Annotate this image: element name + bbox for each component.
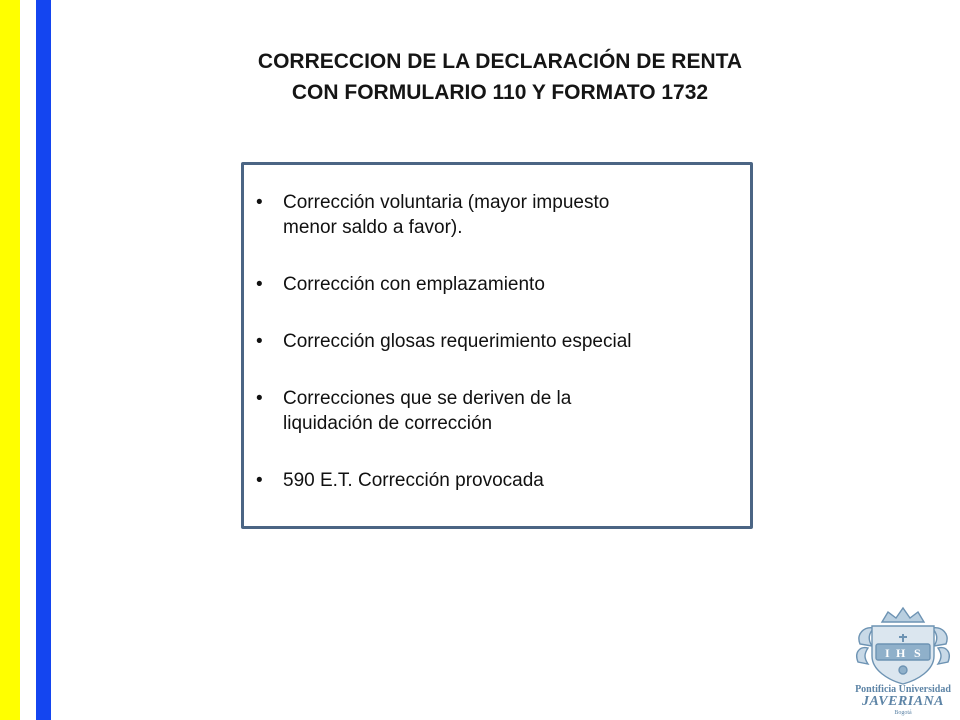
logo-text-line-3: Bogotá [894,710,912,716]
bullet-dot: • [256,388,263,409]
bullet-item [254,272,734,297]
bullet-text-line-1: Correcciones que se deriven de la [283,388,572,409]
svg-text:H: H [896,646,906,660]
bullet-text-line-2: menor saldo a favor). [283,217,463,238]
blue-side-stripe [36,0,51,720]
title-line-2: CON FORMULARIO 110 Y FORMATO 1732 [291,81,709,104]
white-side-stripe [20,0,36,720]
yellow-side-stripe [0,0,20,720]
bullet-text-line-2: liquidación de corrección [283,413,493,434]
bullet-dot: • [256,274,263,295]
bullet-item [254,329,734,354]
bullet-dot: • [256,331,263,352]
svg-text:S: S [914,646,921,660]
bullet-item [254,468,734,493]
bullet-item [254,386,734,436]
bullet-list [254,190,734,525]
bullet-text-line-1: 590 E.T. Corrección provocada [283,470,544,491]
bullet-dot: • [256,192,263,213]
bullet-text-line-1: Corrección voluntaria (mayor impuesto [283,192,610,213]
logo-text-line-1: Pontificia Universidad [855,684,951,695]
slide-title [180,46,820,108]
bullet-dot: • [256,470,263,491]
bullet-text-line-1: Corrección con emplazamiento [283,274,545,295]
logo-text-line-2: JAVERIANA [861,694,945,709]
bullet-item [254,190,734,240]
title-line-1: CORRECCION DE LA DECLARACIÓN DE RENTA [257,50,743,73]
bullet-text-line-1: Corrección glosas requerimiento especial [283,331,632,352]
bullet-box [241,162,753,529]
svg-text:I: I [885,646,890,660]
